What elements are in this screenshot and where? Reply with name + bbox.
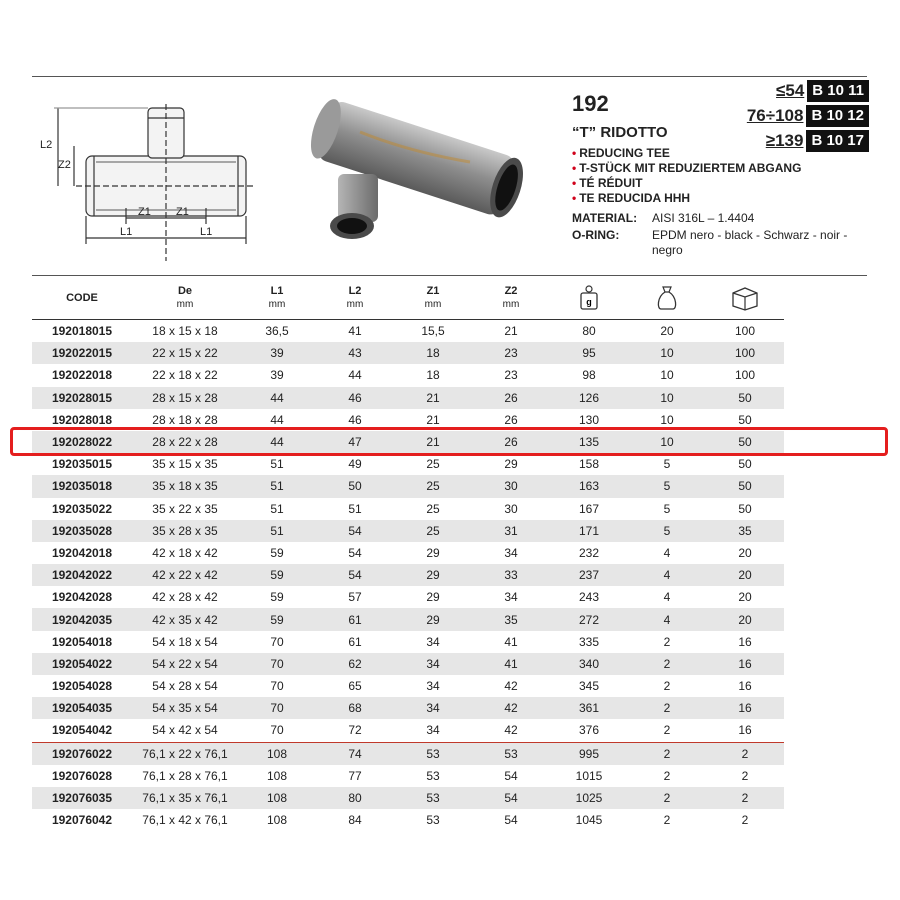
- table-cell: 192022018: [51, 368, 113, 383]
- table-row: [32, 653, 784, 675]
- table-cell: 84: [348, 813, 362, 828]
- table-cell: 192076022: [32, 742, 132, 765]
- table-cell: 42 x 35 x 42: [132, 608, 238, 630]
- table-cell: 16: [738, 723, 752, 738]
- table-cell: 41: [348, 324, 362, 339]
- table-cell: 21: [394, 431, 472, 453]
- table-cell: 49: [348, 457, 362, 472]
- table-cell: 95: [550, 342, 628, 364]
- table-row: [32, 787, 784, 809]
- table-cell: 61: [348, 634, 362, 649]
- table-cell: 44: [348, 368, 362, 383]
- table-cell: 1025: [550, 787, 628, 809]
- table-row: [32, 564, 784, 586]
- table-row: [32, 387, 784, 409]
- table-row: [32, 675, 784, 697]
- table-cell: 25: [426, 501, 440, 516]
- table-cell: 18: [426, 368, 440, 383]
- table-cell: 21: [426, 412, 440, 427]
- product-photo: [290, 92, 540, 252]
- table-row: [32, 719, 784, 742]
- table-cell: 345: [578, 679, 600, 694]
- table-cell: 1045: [575, 813, 603, 828]
- table-cell: 51: [270, 501, 284, 516]
- table-cell: 2: [628, 787, 706, 809]
- table-cell: 108: [238, 742, 316, 765]
- table-cell: 50: [316, 475, 394, 497]
- table-row: [32, 453, 784, 475]
- table-cell: 4: [628, 564, 706, 586]
- table-cell: 76,1 x 28 x 76,1: [142, 768, 228, 783]
- table-cell: 29: [394, 564, 472, 586]
- table-cell: 29: [504, 457, 518, 472]
- table-cell: 33: [472, 564, 550, 586]
- table-cell: 20: [706, 564, 784, 586]
- table-cell: 39: [238, 342, 316, 364]
- table-cell: 1015: [575, 768, 603, 783]
- range-row: 76÷108 B 10 12: [747, 105, 869, 127]
- table-row: [32, 364, 784, 386]
- table-cell: 4: [628, 608, 706, 630]
- table-cell: 10: [660, 368, 674, 383]
- table-cell: 72: [348, 723, 362, 738]
- table-cell: 995: [550, 742, 628, 765]
- table-cell: 2: [706, 787, 784, 809]
- table-cell: 44: [238, 431, 316, 453]
- table-cell: 2: [628, 697, 706, 719]
- table-cell: 50: [738, 412, 752, 427]
- table-cell: 47: [316, 431, 394, 453]
- table-cell: 54 x 18 x 54: [152, 634, 218, 649]
- table-cell: 54 x 42 x 54: [152, 723, 218, 738]
- table-cell: 41: [504, 634, 518, 649]
- table-cell: 34: [426, 723, 440, 738]
- col-z1: Z1 mm: [394, 277, 472, 320]
- table-cell: 50: [738, 501, 752, 516]
- mid-rule: [32, 275, 867, 276]
- table-cell: 46: [348, 412, 362, 427]
- table-cell: 68: [316, 697, 394, 719]
- table-cell: 25: [426, 457, 440, 472]
- table-cell: 59: [270, 590, 284, 605]
- table-cell: 192028015: [32, 387, 132, 409]
- table-cell: 76,1 x 35 x 76,1: [132, 787, 238, 809]
- table-cell: 28 x 18 x 28: [152, 412, 218, 427]
- table-cell: 39: [270, 368, 284, 383]
- table-cell: 26: [504, 412, 518, 427]
- translations-list: [572, 146, 872, 206]
- table-cell: 35 x 28 x 35: [132, 520, 238, 542]
- material-spec: MATERIAL: AISI 316L – 1.4404: [572, 211, 755, 225]
- translation-item: • TE REDUCIDA HHH: [572, 191, 691, 205]
- table-cell: 51: [270, 457, 284, 472]
- table-cell: 135: [550, 431, 628, 453]
- table-cell: 29: [394, 608, 472, 630]
- weight-icon: [579, 285, 599, 311]
- table-cell: 42 x 28 x 42: [152, 590, 218, 605]
- range-row: ≤54 B 10 11: [747, 80, 869, 102]
- table-cell: 18: [394, 342, 472, 364]
- table-cell: 10: [628, 431, 706, 453]
- table-cell: 22 x 15 x 22: [132, 342, 238, 364]
- table-cell: 108: [266, 768, 288, 783]
- table-cell: 10: [660, 412, 674, 427]
- table-cell: 126: [550, 387, 628, 409]
- table-cell: 5: [663, 501, 671, 516]
- table-header: [32, 277, 784, 320]
- table-row: [32, 342, 784, 364]
- svg-text:g: g: [586, 297, 592, 307]
- table-cell: 51: [238, 475, 316, 497]
- table-cell: 28 x 22 x 28: [132, 431, 238, 453]
- table-cell: 34: [426, 679, 440, 694]
- table-cell: 61: [316, 608, 394, 630]
- table-cell: 192028022: [32, 431, 132, 453]
- table-cell: 5: [628, 520, 706, 542]
- table-cell: 53: [394, 742, 472, 765]
- table-cell: 10: [628, 387, 706, 409]
- table-row: [32, 765, 784, 787]
- table-cell: 44: [238, 387, 316, 409]
- table-cell: 35 x 22 x 35: [152, 501, 218, 516]
- table-cell: 54: [348, 545, 362, 560]
- table-cell: 2: [706, 742, 784, 765]
- table-cell: 192054035: [32, 697, 132, 719]
- table-cell: 70: [270, 634, 284, 649]
- bag-icon: [655, 285, 679, 311]
- dim-l2-label: L2: [40, 139, 53, 151]
- table-cell: 35 x 18 x 35: [132, 475, 238, 497]
- dim-z1-left-label: Z1: [138, 206, 151, 218]
- table-row: [32, 697, 784, 719]
- col-de: De mm: [132, 277, 238, 320]
- table-cell: 192054018: [51, 634, 113, 649]
- table-cell: 98: [582, 368, 596, 383]
- table-cell: 30: [504, 501, 518, 516]
- table-cell: 23: [472, 342, 550, 364]
- table-cell: 54 x 35 x 54: [132, 697, 238, 719]
- col-bag-qty: [628, 277, 706, 320]
- table-cell: 192042022: [32, 564, 132, 586]
- table-cell: 192022015: [32, 342, 132, 364]
- table-cell: 167: [578, 501, 600, 516]
- table-cell: 54: [472, 787, 550, 809]
- table-cell: 2: [741, 768, 749, 783]
- table-cell: 2: [663, 679, 671, 694]
- table-cell: 35 x 15 x 35: [152, 457, 218, 472]
- table-cell: 2: [628, 742, 706, 765]
- table-cell: 18 x 15 x 18: [152, 324, 218, 339]
- table-cell: 2: [663, 723, 671, 738]
- table-cell: 54 x 22 x 54: [132, 653, 238, 675]
- table-cell: 53: [426, 768, 440, 783]
- table-cell: 46: [316, 387, 394, 409]
- range-row: ≥139 B 10 17: [747, 130, 869, 152]
- table-cell: 192042028: [51, 590, 113, 605]
- table-cell: 2: [663, 813, 671, 828]
- table-cell: 192035015: [51, 457, 113, 472]
- table-cell: 192054028: [51, 679, 113, 694]
- product-table: [32, 277, 784, 831]
- table-cell: 59: [270, 545, 284, 560]
- table-cell: 5: [628, 475, 706, 497]
- table-cell: 15,5: [421, 324, 445, 339]
- table-cell: 192035022: [51, 501, 113, 516]
- table-cell: 335: [578, 634, 600, 649]
- table-row: [32, 608, 784, 630]
- table-row: [32, 631, 784, 653]
- table-cell: 42 x 18 x 42: [152, 545, 218, 560]
- dim-z2-label: Z2: [58, 159, 71, 171]
- size-ranges: [747, 80, 869, 155]
- table-cell: 26: [472, 387, 550, 409]
- table-cell: 100: [734, 324, 756, 339]
- table-cell: 54: [316, 564, 394, 586]
- table-cell: 51: [348, 501, 362, 516]
- col-weight: [550, 277, 628, 320]
- table-cell: 340: [550, 653, 628, 675]
- table-cell: 29: [426, 590, 440, 605]
- table-cell: 20: [706, 608, 784, 630]
- table-cell: 2: [628, 653, 706, 675]
- table-cell: 54: [504, 768, 518, 783]
- table-cell: 5: [663, 457, 671, 472]
- table-cell: 20: [738, 545, 752, 560]
- table-cell: 77: [348, 768, 362, 783]
- table-cell: 34: [504, 590, 518, 605]
- table-cell: 76,1 x 22 x 76,1: [132, 742, 238, 765]
- table-cell: 80: [582, 324, 596, 339]
- product-name: “T” RIDOTTO: [572, 124, 668, 141]
- table-cell: 192042035: [32, 608, 132, 630]
- table-cell: 192054022: [32, 653, 132, 675]
- table-cell: 272: [550, 608, 628, 630]
- table-cell: 158: [578, 457, 600, 472]
- table-cell: 44: [270, 412, 284, 427]
- col-l2: L2 mm: [316, 277, 394, 320]
- table-cell: 76,1 x 42 x 76,1: [142, 813, 228, 828]
- table-cell: 70: [270, 679, 284, 694]
- table-cell: 20: [738, 590, 752, 605]
- table-row: [32, 542, 784, 564]
- table-cell: 2: [663, 768, 671, 783]
- dim-l1-right-label: L1: [200, 226, 213, 238]
- table-cell: 31: [472, 520, 550, 542]
- table-cell: 163: [550, 475, 628, 497]
- table-cell: 50: [706, 431, 784, 453]
- table-cell: 53: [426, 813, 440, 828]
- table-cell: 53: [394, 787, 472, 809]
- table-cell: 54 x 28 x 54: [152, 679, 218, 694]
- table-cell: 16: [706, 653, 784, 675]
- table-cell: 21: [394, 387, 472, 409]
- table-cell: 35: [706, 520, 784, 542]
- table-cell: 4: [663, 590, 671, 605]
- table-cell: 192076028: [51, 768, 113, 783]
- product-number: 192: [572, 91, 609, 116]
- table-cell: 54: [504, 813, 518, 828]
- table-cell: 70: [238, 653, 316, 675]
- table-cell: 59: [238, 608, 316, 630]
- table-cell: 192035018: [32, 475, 132, 497]
- table-cell: 65: [348, 679, 362, 694]
- table-cell: 100: [706, 342, 784, 364]
- table-cell: 74: [316, 742, 394, 765]
- table-cell: 50: [706, 387, 784, 409]
- table-cell: 130: [578, 412, 600, 427]
- table-row: [32, 809, 784, 831]
- dim-z1-right-label: Z1: [176, 206, 189, 218]
- table-cell: 50: [706, 475, 784, 497]
- table-cell: 26: [472, 431, 550, 453]
- table-cell: 42: [472, 697, 550, 719]
- table-cell: 28 x 15 x 28: [132, 387, 238, 409]
- table-cell: 80: [316, 787, 394, 809]
- translation-item: • REDUCING TEE: [572, 146, 670, 160]
- table-cell: 25: [394, 475, 472, 497]
- table-cell: 108: [266, 813, 288, 828]
- table-cell: 29: [426, 545, 440, 560]
- table-cell: 192054042: [51, 723, 113, 738]
- col-z2: Z2 mm: [472, 277, 550, 320]
- table-cell: 34: [394, 697, 472, 719]
- table-cell: 4: [663, 545, 671, 560]
- table-cell: 36,5: [265, 324, 289, 339]
- table-cell: 35: [472, 608, 550, 630]
- table-row: [32, 475, 784, 497]
- table-cell: 25: [394, 520, 472, 542]
- table-cell: 10: [628, 342, 706, 364]
- technical-drawing: [36, 96, 266, 266]
- table-cell: 54: [316, 520, 394, 542]
- table-cell: 34: [504, 545, 518, 560]
- table-cell: 42: [504, 679, 518, 694]
- table-row: [32, 520, 784, 542]
- table-row: [32, 498, 784, 520]
- highlighted-row-frame: [10, 427, 888, 456]
- table-cell: 361: [550, 697, 628, 719]
- table-cell: 57: [348, 590, 362, 605]
- table-cell: 192076035: [32, 787, 132, 809]
- table-cell: 22 x 18 x 22: [152, 368, 218, 383]
- table-cell: 34: [426, 634, 440, 649]
- top-rule: [32, 76, 867, 77]
- table-cell: 232: [578, 545, 600, 560]
- table-cell: 30: [472, 475, 550, 497]
- table-cell: 243: [578, 590, 600, 605]
- col-l1: L1 mm: [238, 277, 316, 320]
- box-icon: [730, 285, 760, 311]
- table-cell: 192018015: [51, 324, 113, 339]
- col-code: CODE: [32, 277, 132, 320]
- table-row: [32, 586, 784, 608]
- table-cell: 192042018: [51, 545, 113, 560]
- table-cell: 16: [738, 634, 752, 649]
- table-cell: 237: [550, 564, 628, 586]
- table-row: [32, 742, 784, 765]
- table-cell: 50: [738, 457, 752, 472]
- table-cell: 171: [550, 520, 628, 542]
- table-cell: 100: [734, 368, 756, 383]
- table-cell: 53: [472, 742, 550, 765]
- table-cell: 42 x 22 x 42: [132, 564, 238, 586]
- table-cell: 21: [504, 324, 518, 339]
- table-cell: 62: [316, 653, 394, 675]
- translation-item: • TÉ RÉDUIT: [572, 176, 643, 190]
- table-cell: 108: [238, 787, 316, 809]
- translation-item: • T-STÜCK MIT REDUZIERTEM ABGANG: [572, 161, 802, 175]
- table-cell: 70: [238, 697, 316, 719]
- table-row: [32, 320, 784, 343]
- table-cell: 42: [504, 723, 518, 738]
- col-box-qty: [706, 277, 784, 320]
- dim-l1-left-label: L1: [120, 226, 133, 238]
- table-cell: 23: [504, 368, 518, 383]
- table-cell: 20: [660, 324, 674, 339]
- table-cell: 34: [394, 653, 472, 675]
- table-cell: 59: [238, 564, 316, 586]
- table-cell: 16: [706, 697, 784, 719]
- oring-spec: O-RING: EPDM nero - black - Schwarz - noir - negro: [572, 228, 848, 257]
- table-cell: 192076042: [51, 813, 113, 828]
- table-cell: 51: [238, 520, 316, 542]
- table-cell: 16: [738, 679, 752, 694]
- table-cell: 70: [270, 723, 284, 738]
- table-cell: 192035028: [32, 520, 132, 542]
- table-cell: 43: [316, 342, 394, 364]
- table-cell: 192028018: [51, 412, 113, 427]
- table-cell: 2: [741, 813, 749, 828]
- table-cell: 41: [472, 653, 550, 675]
- table-cell: 2: [663, 634, 671, 649]
- table-cell: 376: [578, 723, 600, 738]
